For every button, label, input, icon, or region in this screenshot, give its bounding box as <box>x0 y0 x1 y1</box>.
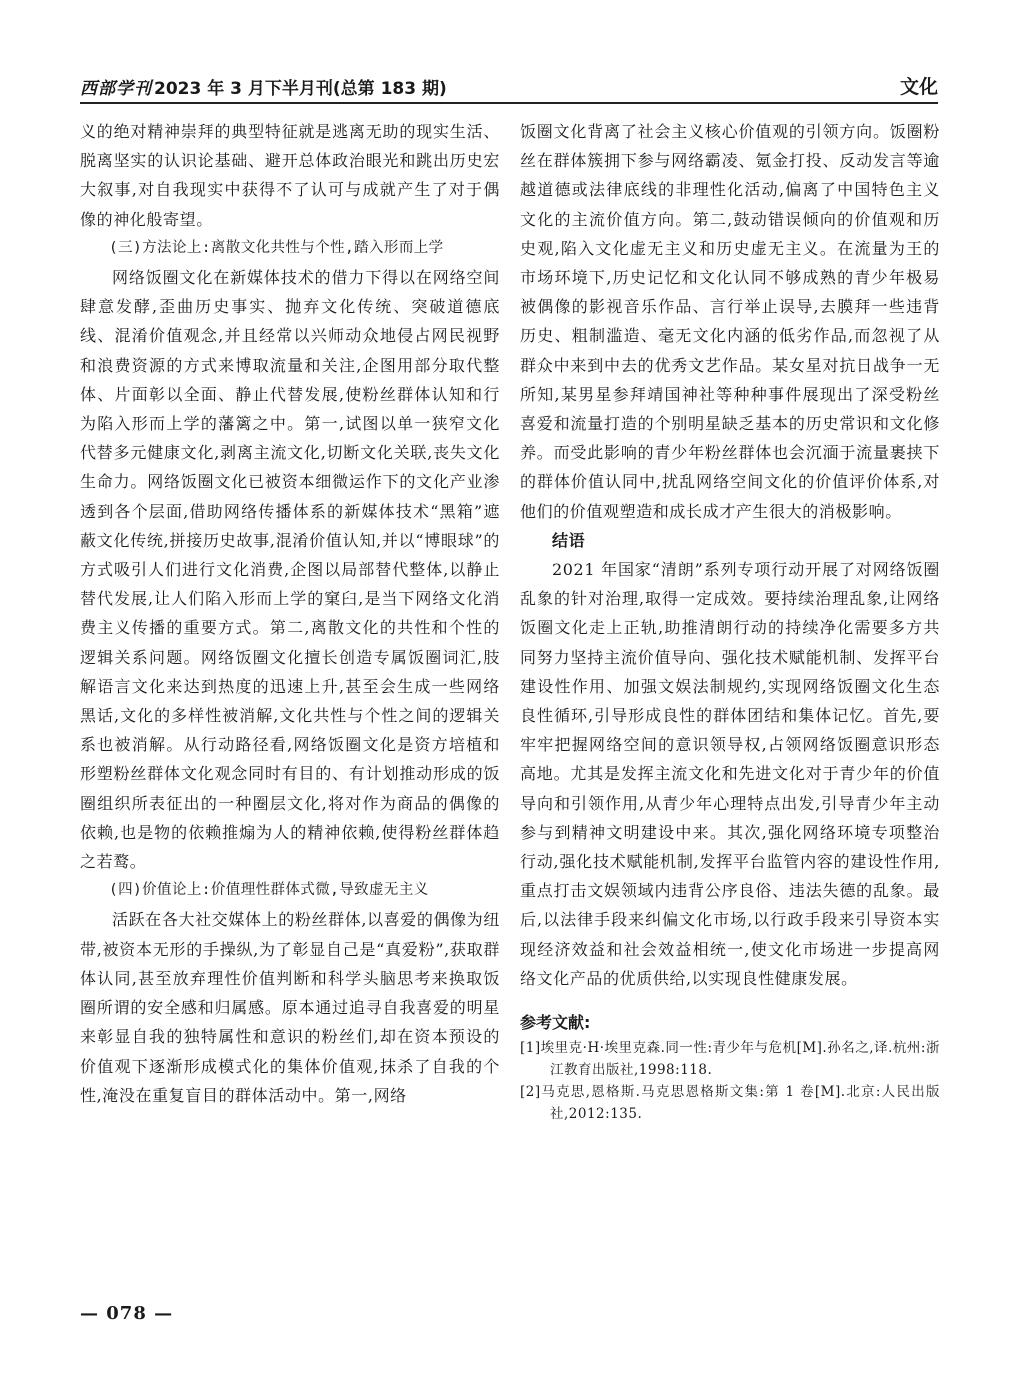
reference-item: [2]马克思,恩格斯.马克思恩格斯文集:第 1 卷[M].北京:人民出版社,2012:135. <box>520 1084 940 1123</box>
section-name: 文化 <box>899 76 938 98</box>
journal-issue-line <box>80 74 447 99</box>
section-heading-4: (四)价值论上:价值理性群体式微,导致虚无主义 <box>109 882 429 899</box>
paragraph: 义的绝对精神崇拜的典型特征就是逃离无助的现实生活、脱离坚实的认识论基础、避开总体政治眼光和跳出历史宏大叙事,对自我现实中获得不了认可与成就产生了对于偶像的神化般寄望。 <box>80 122 500 229</box>
left-column <box>80 117 500 1277</box>
paragraph: 网络饭圈文化在新媒体技术的借力下得以在网络空间肆意发酵,歪曲历史事实、抛弃文化传统、突破道德底线、混淆价值观念,并且经常以兴师动众地侵占网民视野和浪费资源的方式来博取流量和关注,企图用部分取代整体、片面彰以全面、静止代替发展,使粉丝群体认知和行为陷入形而上学的藩篱之中。第一,试图以单一狭窄文化代替多元健康文化,剥离主流文化,切断文化关联,丧失文化生命力。网络饭圈文化已被资本细微运作下的文化产业渗透到各个层面,借助网络传播体系的新媒体技术“黑箱”遮蔽文化传统,拼接历史故事,混淆价值认知,并以“博眼球”的方式吸引人们进行文化消费,企图以局部替代整体,以静止替代发展,让人们陷入形而上学的窠臼,是当下网络文化消费主义传播的重要方式。第二,离散文化的共性和个性的逻辑关系问题。网络饭圈文化擅长创造专属饭圈词汇,肢解语言文化来达到热度的迅速上升,甚至会生成一些网络黑话,文化的多样性被消解,文化共性与个性之间的逻辑关系也被消解。从行动路径看,网络饭圈文化是资方培植和形塑粉丝群体文化观念同时有目的、有计划推动形成的饭圈组织所表征出的一种圈层文化,将对作为商品的偶像的依赖,也是物的依赖推煽为人的精神依赖,使得粉丝群体趋之若鹜。 <box>80 268 500 872</box>
paragraph: 饭圈文化背离了社会主义核心价值观的引领方向。饭圈粉丝在群体簇拥下参与网络霸凌、氪金打投、反动发言等逾越道德或法律底线的非理性化活动,偏离了中国特色主义文化的主流价值方向。第二,鼓动错误倾向的价值观和历史观,陷入文化虚无主义和历史虚无主义。在流量为王的市场环境下,历史记忆和文化认同不够成熟的青少年极易被偶像的影视音乐作品、言行举止误导,去膜拜一些违背历史、粗制滥造、毫无文化内涵的低劣作品,而忽视了从群众中来到中去的优秀文艺作品。某女星对抗日战争一无所知,某男星参拜靖国神社等种种事件展现出了深受粉丝喜爱和流量打造的个别明星缺乏基本的历史常识和文化修养。而受此影响的青少年粉丝群体也会沉湎于流量裹挟下的群体价值认同中,扰乱网络空间文化的价值评价体系,对他们的价值观塑造和成长成才产生很大的消极影响。 <box>520 122 940 521</box>
references-heading: 参考文献: <box>520 1013 591 1033</box>
section-heading-3: (三)方法论上:离散文化共性与个性,踏入形而上学 <box>109 239 444 256</box>
conclusion-heading: 结语 <box>552 530 586 550</box>
page-number: — 078 — <box>80 1303 174 1324</box>
paragraph: 活跃在各大社交媒体上的粉丝群体,以喜爱的偶像为纽带,被资本无形的手操纵,为了彰显自己是“真爱粉”,获取群体认同,甚至放弃理性价值判断和科学头脑思考来换取饭圈所谓的安全感和归属感。原本通过追寻自我喜爱的明星来彰显自我的独特属性和意识的粉丝们,却在资本预设的价值观下逐渐形成模式化的集体价值观,抹杀了自我的个性,淹没在重复盲目的群体活动中。第一,网络 <box>80 910 500 1105</box>
right-column <box>520 117 940 1277</box>
issue-label: 2023 年 3 月下半月刊(总第 183 期) <box>154 79 447 99</box>
journal-logo: 西部学刊 <box>80 79 152 99</box>
paragraph: 2021 年国家“清朗”系列专项行动开展了对网络饭圈乱象的针对治理,取得一定成效。要持续治理乱象,让网络饭圈文化走上正轨,助推清朗行动的持续净化需要多方共同努力坚持主流价值导向、强化技术赋能机制、发挥平台建设性作用、加强文娱法制规约,实现网络饭圈文化生态良性循环,引导形成良性的群体团结和集体记忆。首先,要牢牢把握网络空间的意识领导权,占领网络饭圈意识形态高地。尤其是发挥主流文化和先进文化对于青少年的价值导向和引领作用,从青少年心理特点出发,引导青少年主动参与到精神文明建设中来。其次,强化网络环境专项整治行动,强化技术赋能机制,发挥平台监管内容的建设性作用,重点打击文娱领域内违背公序良俗、违法失德的乱象。最后,以法律手段来纠偏文化市场,以行政手段来引导资本实现经济效益和社会效益相统一,使文化市场进一步提高网络文化产品的优质供给,以实现良性健康发展。 <box>520 560 940 988</box>
running-header <box>80 70 938 104</box>
reference-item: [1]埃里克·H·埃里克森.同一性:青少年与危机[M].孙名之,译.杭州:浙江教育出版社,1998:118. <box>520 1040 940 1079</box>
